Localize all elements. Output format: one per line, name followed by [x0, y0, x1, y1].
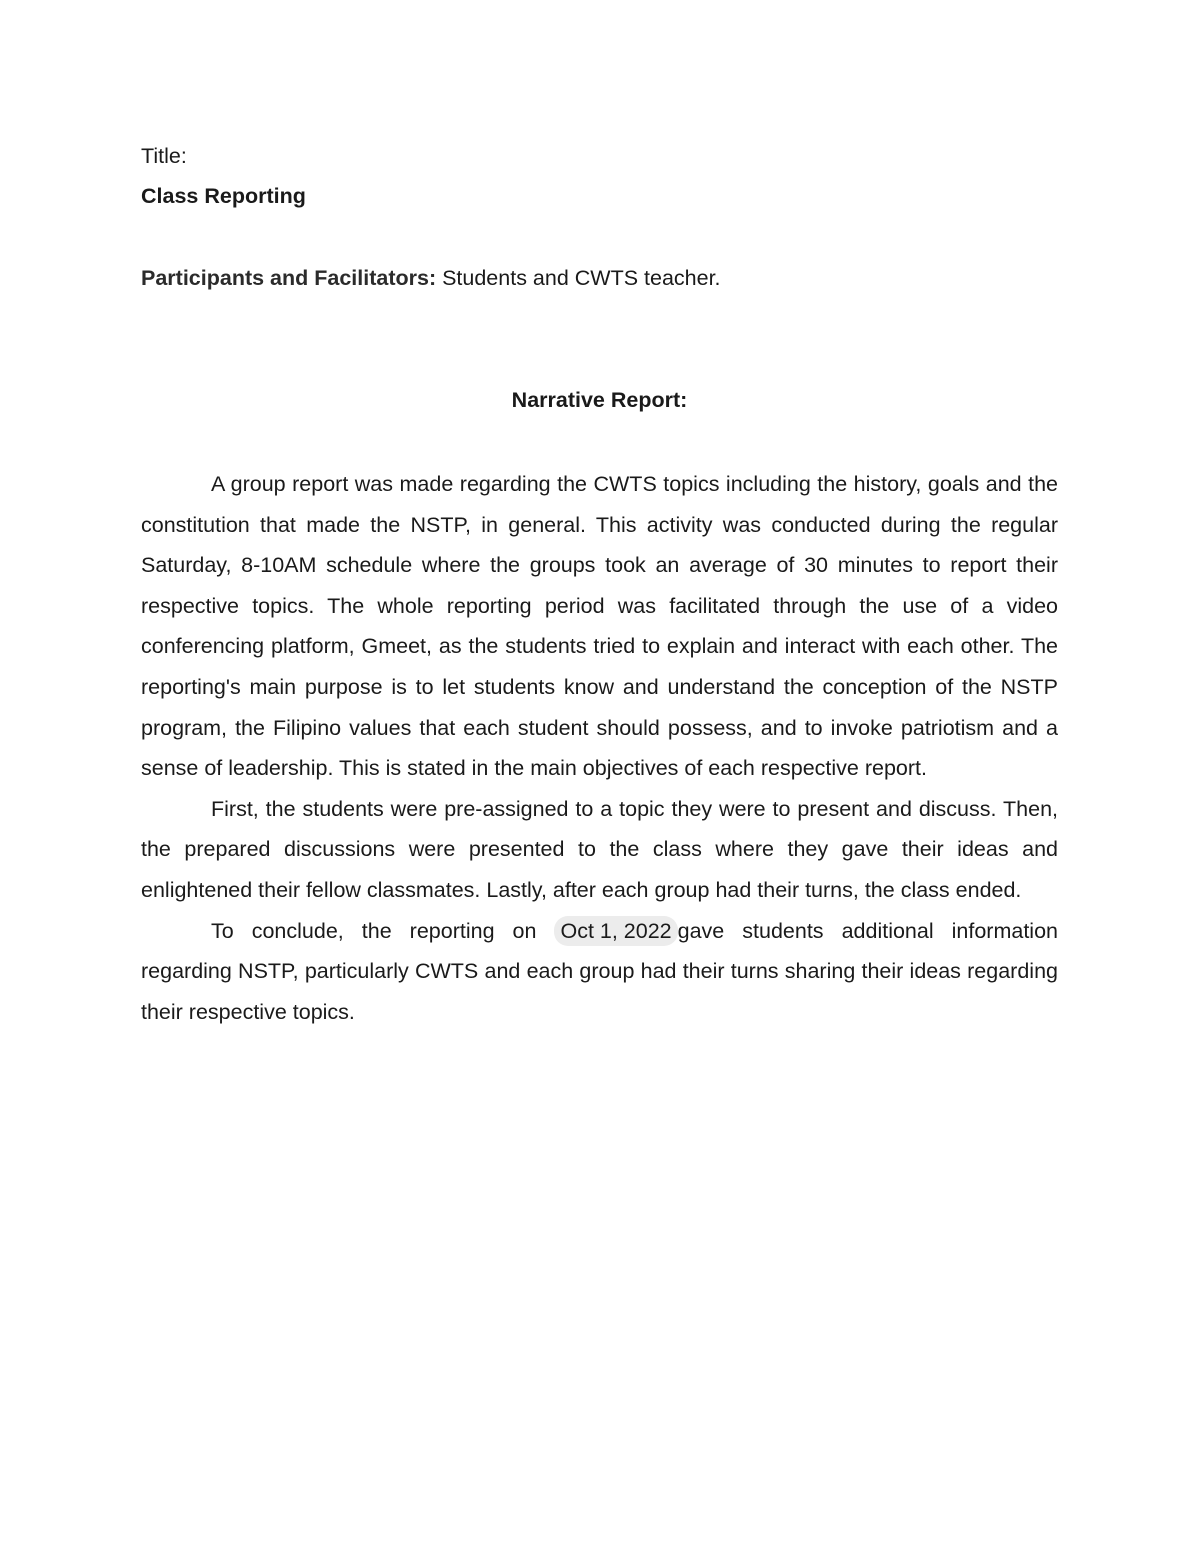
- participants-line: [141, 260, 1058, 296]
- document-title: Class Reporting: [141, 184, 306, 208]
- document-page: [141, 138, 1058, 1032]
- narrative-heading: Narrative Report:: [511, 388, 688, 412]
- title-label: Title:: [141, 144, 187, 168]
- paragraph-procedure: First, the students were pre-assigned to a topic they were to present and discuss. Then, the prepared discussions were presented to the class where they gave their ideas and enlightened their fellow classmates. Lastly, after each group had their turns, the class ended.: [141, 796, 1058, 902]
- conclusion-text-before: To conclude, the reporting on: [211, 918, 555, 943]
- paragraph-intro: A group report was made regarding the CWTS topics including the history, goals and the constitution that made the NSTP, in general. This activity was conducted during the regular Saturday, 8-10AM schedule where the groups took an average of 30 minutes to report their respective topics. The whole reporting period was facilitated through the use of a video conferencing platform, Gmeet, as the students tried to explain and interact with each other. The reporting's main purpose is to let students know and understand the conception of the NSTP program, the Filipino values that each student should possess, and to invoke patriotism and a sense of leadership. This is stated in the main objectives of each respective report.: [141, 472, 1058, 781]
- date-chip[interactable]: Oct 1, 2022: [554, 916, 677, 946]
- narrative-body: [141, 464, 1058, 1032]
- participants-label: Participants and Facilitators:: [141, 266, 437, 290]
- participants-value: Students and CWTS teacher.: [436, 266, 721, 290]
- conclusion-text-after: gave students additional information regarding NSTP, particularly CWTS and each group had their turns sharing their ideas regarding their respective topics.: [141, 918, 1058, 1024]
- paragraph-conclusion: [141, 911, 1058, 1033]
